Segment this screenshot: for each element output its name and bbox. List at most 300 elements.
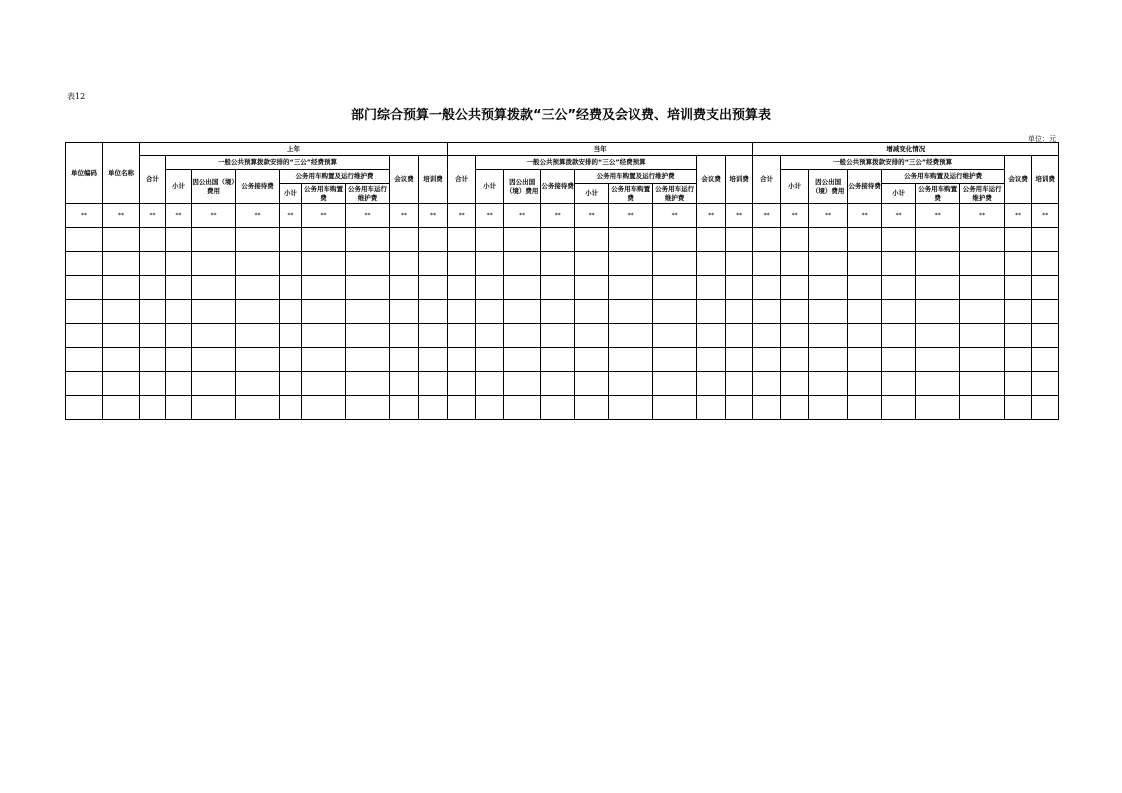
table-cell bbox=[753, 348, 781, 372]
header-meeting: 会议费 bbox=[390, 156, 419, 204]
table-cell bbox=[809, 396, 848, 420]
table-cell bbox=[346, 228, 390, 252]
table-cell bbox=[726, 372, 753, 396]
table-cell bbox=[390, 372, 419, 396]
table-row bbox=[66, 348, 1059, 372]
table-cell bbox=[575, 372, 609, 396]
header-unit-name: 单位名称 bbox=[103, 143, 140, 204]
table-cell bbox=[1005, 396, 1032, 420]
table-cell bbox=[653, 228, 697, 252]
table-cell bbox=[848, 324, 882, 348]
header-total: 合计 bbox=[448, 156, 476, 204]
table-cell bbox=[609, 396, 653, 420]
table-cell bbox=[476, 324, 504, 348]
table-cell bbox=[753, 372, 781, 396]
table-cell bbox=[140, 324, 166, 348]
table-cell bbox=[302, 228, 346, 252]
table-cell bbox=[448, 300, 476, 324]
table-cell bbox=[236, 300, 280, 324]
marker-cell: ** bbox=[302, 204, 346, 228]
table-cell bbox=[103, 252, 140, 276]
table-cell bbox=[809, 300, 848, 324]
table-cell bbox=[419, 300, 448, 324]
marker-cell: ** bbox=[140, 204, 166, 228]
table-cell bbox=[390, 228, 419, 252]
table-cell bbox=[140, 276, 166, 300]
table-cell bbox=[302, 324, 346, 348]
table-cell bbox=[609, 300, 653, 324]
table-cell bbox=[504, 228, 541, 252]
table-cell bbox=[140, 300, 166, 324]
table-cell bbox=[140, 348, 166, 372]
marker-cell: ** bbox=[753, 204, 781, 228]
table-cell bbox=[1005, 276, 1032, 300]
header-abroad: 因公出国（境）费用 bbox=[809, 170, 848, 204]
marker-cell: ** bbox=[916, 204, 960, 228]
table-cell bbox=[541, 276, 575, 300]
table-cell bbox=[236, 252, 280, 276]
table-cell bbox=[419, 252, 448, 276]
table-cell bbox=[753, 300, 781, 324]
table-cell bbox=[280, 276, 302, 300]
table-cell bbox=[653, 396, 697, 420]
table-cell bbox=[575, 348, 609, 372]
table-cell bbox=[236, 228, 280, 252]
table-cell bbox=[66, 228, 103, 252]
table-cell bbox=[882, 276, 916, 300]
table-cell bbox=[346, 252, 390, 276]
table-cell bbox=[726, 252, 753, 276]
table-cell bbox=[504, 300, 541, 324]
table-row bbox=[66, 396, 1059, 420]
table-cell bbox=[166, 372, 192, 396]
marker-cell: ** bbox=[280, 204, 302, 228]
header-abroad: 因公出国（境）费用 bbox=[192, 170, 236, 204]
table-cell bbox=[103, 276, 140, 300]
marker-cell: ** bbox=[1032, 204, 1059, 228]
table-cell bbox=[103, 372, 140, 396]
marker-cell: ** bbox=[1005, 204, 1032, 228]
table-cell bbox=[653, 252, 697, 276]
table-cell bbox=[960, 324, 1005, 348]
marker-cell: ** bbox=[809, 204, 848, 228]
table-cell bbox=[448, 372, 476, 396]
table-cell bbox=[575, 324, 609, 348]
marker-cell: ** bbox=[609, 204, 653, 228]
table-cell bbox=[541, 252, 575, 276]
table-cell bbox=[236, 324, 280, 348]
table-cell bbox=[809, 348, 848, 372]
table-cell bbox=[236, 348, 280, 372]
table-cell bbox=[697, 252, 726, 276]
table-cell bbox=[848, 372, 882, 396]
table-cell bbox=[726, 396, 753, 420]
table-cell bbox=[753, 276, 781, 300]
header-reception: 公务接待费 bbox=[848, 170, 882, 204]
table-cell bbox=[1032, 372, 1059, 396]
table-cell bbox=[848, 228, 882, 252]
table-cell bbox=[390, 252, 419, 276]
table-cell bbox=[653, 300, 697, 324]
table-cell bbox=[781, 324, 809, 348]
table-cell bbox=[697, 276, 726, 300]
table-cell bbox=[66, 372, 103, 396]
table-cell bbox=[192, 252, 236, 276]
table-cell bbox=[192, 372, 236, 396]
page-title: 部门综合预算一般公共预算拨款“三公”经费及会议费、培训费支出预算表 bbox=[350, 108, 772, 123]
marker-cell: ** bbox=[476, 204, 504, 228]
table-cell bbox=[504, 324, 541, 348]
table-cell bbox=[103, 228, 140, 252]
table-cell bbox=[726, 300, 753, 324]
table-cell bbox=[166, 348, 192, 372]
table-cell bbox=[103, 348, 140, 372]
table-cell bbox=[1032, 348, 1059, 372]
header-vehicle: 公务用车购置及运行维护费 bbox=[575, 170, 697, 184]
table-cell bbox=[809, 372, 848, 396]
table-cell bbox=[575, 252, 609, 276]
table-cell bbox=[781, 300, 809, 324]
table-cell bbox=[192, 324, 236, 348]
table-cell bbox=[346, 348, 390, 372]
table-cell bbox=[882, 300, 916, 324]
budget-table bbox=[65, 142, 1059, 420]
table-number: 表12 bbox=[67, 92, 86, 101]
table-cell bbox=[781, 276, 809, 300]
header-vehicle: 公务用车购置及运行维护费 bbox=[882, 170, 1005, 184]
table-cell bbox=[541, 348, 575, 372]
table-row bbox=[66, 228, 1059, 252]
table-cell bbox=[390, 396, 419, 420]
table-cell bbox=[166, 300, 192, 324]
table-cell bbox=[882, 348, 916, 372]
table-cell bbox=[103, 300, 140, 324]
table-cell bbox=[575, 396, 609, 420]
marker-cell: ** bbox=[390, 204, 419, 228]
table-cell bbox=[609, 276, 653, 300]
header-group-change: 增减变化情况 bbox=[753, 143, 1059, 156]
table-cell bbox=[419, 372, 448, 396]
marker-cell: ** bbox=[541, 204, 575, 228]
table-cell bbox=[390, 300, 419, 324]
marker-cell: ** bbox=[575, 204, 609, 228]
table-cell bbox=[848, 300, 882, 324]
table-cell bbox=[476, 300, 504, 324]
marker-cell: ** bbox=[236, 204, 280, 228]
table-cell bbox=[781, 228, 809, 252]
table-cell bbox=[848, 252, 882, 276]
table-cell bbox=[280, 228, 302, 252]
table-cell bbox=[653, 276, 697, 300]
header-vehicle-purchase: 公务用车购置费 bbox=[302, 184, 346, 204]
table-cell bbox=[280, 300, 302, 324]
header-vehicle: 公务用车购置及运行维护费 bbox=[280, 170, 390, 184]
table-cell bbox=[609, 324, 653, 348]
marker-cell: ** bbox=[346, 204, 390, 228]
marker-cell: ** bbox=[419, 204, 448, 228]
table-cell bbox=[476, 396, 504, 420]
table-cell bbox=[448, 348, 476, 372]
table-cell bbox=[476, 372, 504, 396]
table-cell bbox=[140, 228, 166, 252]
table-cell bbox=[609, 348, 653, 372]
table-cell bbox=[448, 396, 476, 420]
header-sangong-budget: 一般公共预算拨款安排的“三公”经费预算 bbox=[476, 156, 697, 170]
table-row bbox=[66, 372, 1059, 396]
table-cell bbox=[697, 396, 726, 420]
table-cell bbox=[1005, 252, 1032, 276]
table-cell bbox=[504, 396, 541, 420]
table-cell bbox=[781, 396, 809, 420]
marker-cell: ** bbox=[166, 204, 192, 228]
table-cell bbox=[541, 300, 575, 324]
table-cell bbox=[66, 252, 103, 276]
table-cell bbox=[346, 300, 390, 324]
table-cell bbox=[809, 276, 848, 300]
table-cell bbox=[726, 276, 753, 300]
table-cell bbox=[103, 324, 140, 348]
table-cell bbox=[302, 348, 346, 372]
marker-cell: ** bbox=[653, 204, 697, 228]
table-cell bbox=[140, 396, 166, 420]
table-cell bbox=[66, 300, 103, 324]
table-cell bbox=[753, 228, 781, 252]
header-training: 培训费 bbox=[1032, 156, 1059, 204]
table-cell bbox=[236, 372, 280, 396]
table-row bbox=[66, 276, 1059, 300]
table-cell bbox=[302, 300, 346, 324]
table-cell bbox=[653, 324, 697, 348]
table-cell bbox=[1032, 396, 1059, 420]
table-cell bbox=[166, 252, 192, 276]
table-cell bbox=[166, 228, 192, 252]
table-cell bbox=[882, 228, 916, 252]
table-cell bbox=[882, 324, 916, 348]
table-cell bbox=[302, 276, 346, 300]
table-cell bbox=[140, 252, 166, 276]
table-cell bbox=[848, 276, 882, 300]
header-unit-code: 单位编码 bbox=[66, 143, 103, 204]
table-row bbox=[66, 300, 1059, 324]
table-cell bbox=[960, 228, 1005, 252]
marker-cell: ** bbox=[448, 204, 476, 228]
table-cell bbox=[1005, 348, 1032, 372]
unit-label: 单位：元 bbox=[1028, 135, 1056, 143]
table-cell bbox=[504, 348, 541, 372]
marker-cell: ** bbox=[103, 204, 140, 228]
table-cell bbox=[697, 348, 726, 372]
marker-row bbox=[66, 204, 1059, 228]
table-cell bbox=[609, 372, 653, 396]
header-subtotal: 小计 bbox=[781, 170, 809, 204]
table-cell bbox=[476, 276, 504, 300]
table-cell bbox=[916, 300, 960, 324]
table-cell bbox=[541, 228, 575, 252]
table-cell bbox=[960, 300, 1005, 324]
header-vehicle-operation: 公务用车运行维护费 bbox=[653, 184, 697, 204]
header-subtotal: 小计 bbox=[476, 170, 504, 204]
table-cell bbox=[390, 324, 419, 348]
table-cell bbox=[609, 228, 653, 252]
table-cell bbox=[1005, 300, 1032, 324]
table-cell bbox=[419, 396, 448, 420]
header-row-2 bbox=[66, 156, 1059, 170]
marker-cell: ** bbox=[781, 204, 809, 228]
table-cell bbox=[192, 396, 236, 420]
header-total: 合计 bbox=[753, 156, 781, 204]
header-reception: 公务接待费 bbox=[236, 170, 280, 204]
table-cell bbox=[848, 348, 882, 372]
table-cell bbox=[1032, 252, 1059, 276]
table-cell bbox=[302, 396, 346, 420]
table-cell bbox=[66, 348, 103, 372]
header-vehicle-purchase: 公务用车购置费 bbox=[916, 184, 960, 204]
table-cell bbox=[390, 276, 419, 300]
table-cell bbox=[166, 396, 192, 420]
table-cell bbox=[419, 228, 448, 252]
header-row-3 bbox=[66, 170, 1059, 184]
table-cell bbox=[781, 252, 809, 276]
table-cell bbox=[192, 348, 236, 372]
table-cell bbox=[448, 276, 476, 300]
table-cell bbox=[1032, 228, 1059, 252]
header-row-1 bbox=[66, 143, 1059, 156]
table-cell bbox=[166, 324, 192, 348]
table-cell bbox=[916, 252, 960, 276]
header-sangong-budget: 一般公共预算拨款安排的“三公”经费预算 bbox=[781, 156, 1005, 170]
table-cell bbox=[1005, 324, 1032, 348]
header-meeting: 会议费 bbox=[697, 156, 726, 204]
table-cell bbox=[192, 228, 236, 252]
table-cell bbox=[192, 300, 236, 324]
table-cell bbox=[848, 396, 882, 420]
table-cell bbox=[236, 276, 280, 300]
table-cell bbox=[1032, 300, 1059, 324]
header-training: 培训费 bbox=[419, 156, 448, 204]
table-cell bbox=[541, 372, 575, 396]
table-cell bbox=[66, 276, 103, 300]
table-cell bbox=[916, 348, 960, 372]
table-cell bbox=[280, 324, 302, 348]
table-cell bbox=[575, 300, 609, 324]
marker-cell: ** bbox=[697, 204, 726, 228]
table-cell bbox=[781, 372, 809, 396]
table-cell bbox=[697, 300, 726, 324]
table-cell bbox=[781, 348, 809, 372]
table-cell bbox=[419, 324, 448, 348]
marker-cell: ** bbox=[960, 204, 1005, 228]
table-cell bbox=[280, 396, 302, 420]
header-total: 合计 bbox=[140, 156, 166, 204]
header-vehicle-purchase: 公务用车购置费 bbox=[609, 184, 653, 204]
table-cell bbox=[697, 228, 726, 252]
table-cell bbox=[346, 396, 390, 420]
header-subtotal: 小计 bbox=[166, 170, 192, 204]
table-cell bbox=[882, 396, 916, 420]
marker-cell: ** bbox=[192, 204, 236, 228]
table-row bbox=[66, 252, 1059, 276]
header-sangong-budget: 一般公共预算拨款安排的“三公”经费预算 bbox=[166, 156, 390, 170]
table-cell bbox=[476, 348, 504, 372]
table-cell bbox=[916, 228, 960, 252]
table-cell bbox=[476, 228, 504, 252]
table-cell bbox=[346, 372, 390, 396]
marker-cell: ** bbox=[504, 204, 541, 228]
table-cell bbox=[504, 252, 541, 276]
table-cell bbox=[504, 276, 541, 300]
table-cell bbox=[504, 372, 541, 396]
table-cell bbox=[541, 324, 575, 348]
marker-cell: ** bbox=[882, 204, 916, 228]
header-training: 培训费 bbox=[726, 156, 753, 204]
table-cell bbox=[753, 396, 781, 420]
table-cell bbox=[882, 252, 916, 276]
table-cell bbox=[960, 372, 1005, 396]
table-cell bbox=[236, 396, 280, 420]
table-cell bbox=[916, 324, 960, 348]
header-vehicle-operation: 公务用车运行维护费 bbox=[960, 184, 1005, 204]
table-cell bbox=[653, 348, 697, 372]
table-cell bbox=[960, 276, 1005, 300]
table-cell bbox=[1005, 228, 1032, 252]
table-cell bbox=[960, 348, 1005, 372]
table-cell bbox=[1032, 324, 1059, 348]
header-vehicle-subtotal: 小计 bbox=[280, 184, 302, 204]
table-cell bbox=[1005, 372, 1032, 396]
table-cell bbox=[809, 228, 848, 252]
table-cell bbox=[753, 324, 781, 348]
table-cell bbox=[809, 252, 848, 276]
table-cell bbox=[66, 324, 103, 348]
table-cell bbox=[653, 372, 697, 396]
table-cell bbox=[166, 276, 192, 300]
table-cell bbox=[346, 276, 390, 300]
header-reception: 公务接待费 bbox=[541, 170, 575, 204]
header-vehicle-subtotal: 小计 bbox=[882, 184, 916, 204]
table-cell bbox=[726, 228, 753, 252]
table-cell bbox=[697, 324, 726, 348]
table-cell bbox=[66, 396, 103, 420]
table-cell bbox=[916, 372, 960, 396]
table-cell bbox=[916, 396, 960, 420]
header-vehicle-operation: 公务用车运行维护费 bbox=[346, 184, 390, 204]
marker-cell: ** bbox=[726, 204, 753, 228]
table-cell bbox=[448, 252, 476, 276]
table-cell bbox=[346, 324, 390, 348]
table-cell bbox=[960, 396, 1005, 420]
table-cell bbox=[726, 324, 753, 348]
table-cell bbox=[280, 252, 302, 276]
table-cell bbox=[609, 252, 653, 276]
table-cell bbox=[882, 372, 916, 396]
table-cell bbox=[419, 348, 448, 372]
table-cell bbox=[575, 276, 609, 300]
table-cell bbox=[140, 372, 166, 396]
table-cell bbox=[448, 324, 476, 348]
table-cell bbox=[280, 348, 302, 372]
table-cell bbox=[809, 324, 848, 348]
table-cell bbox=[476, 252, 504, 276]
header-abroad: 因公出国（境）费用 bbox=[504, 170, 541, 204]
table-cell bbox=[753, 252, 781, 276]
marker-cell: ** bbox=[848, 204, 882, 228]
table-cell bbox=[1032, 276, 1059, 300]
table-cell bbox=[390, 348, 419, 372]
table-cell bbox=[960, 252, 1005, 276]
table-cell bbox=[302, 372, 346, 396]
table-cell bbox=[575, 228, 609, 252]
table-cell bbox=[103, 396, 140, 420]
